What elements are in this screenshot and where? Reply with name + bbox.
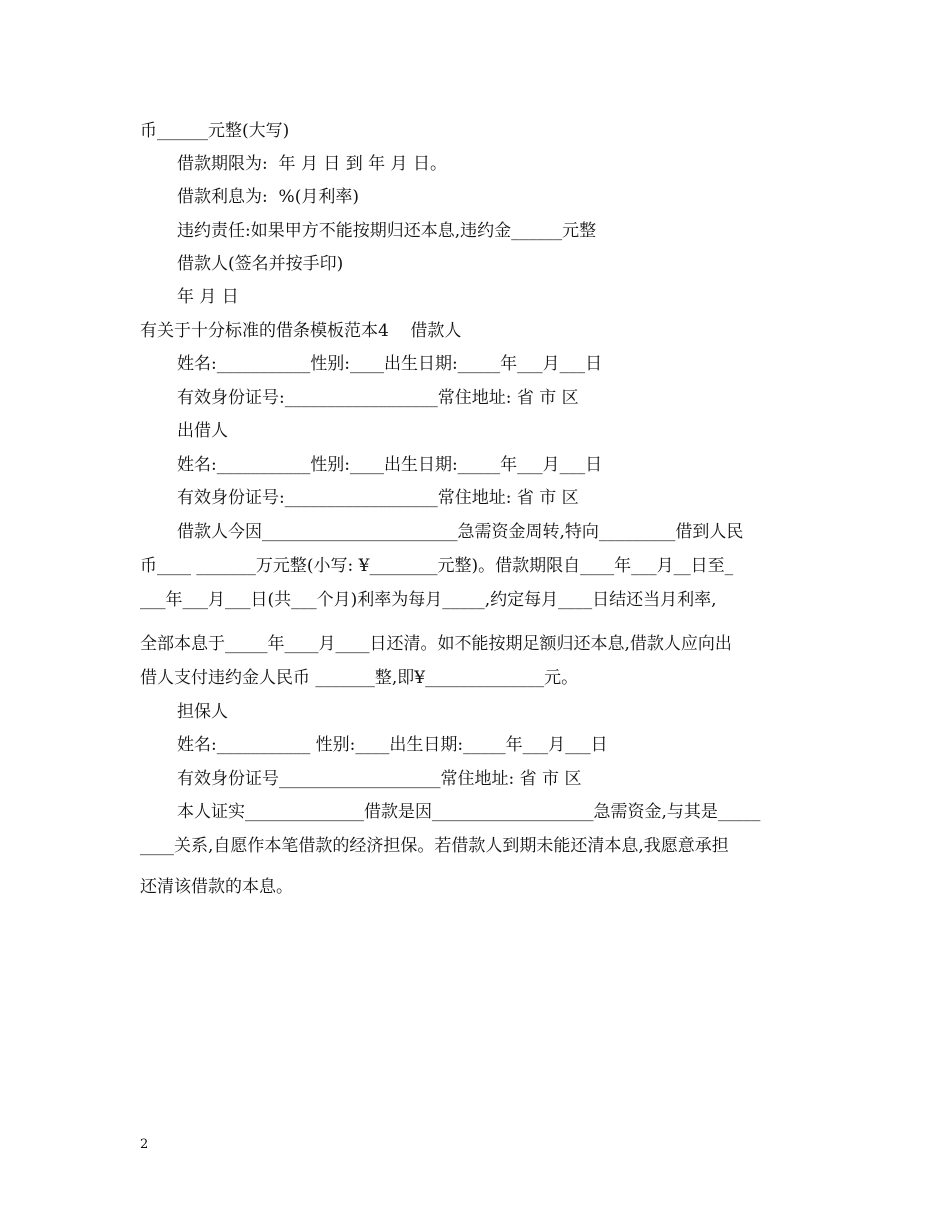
text-line: 违约责任:如果甲方不能按期归还本息,违约金______元整 bbox=[177, 221, 597, 241]
text-line: 姓名:___________性别:____出生日期:_____年___月___日 bbox=[177, 455, 603, 475]
text-line: 年 月 日 bbox=[177, 287, 239, 307]
text-line: 担保人 bbox=[177, 702, 228, 722]
text-line: 姓名:___________性别:____出生日期:_____年___月___日 bbox=[177, 354, 603, 374]
text-line: 币______元整(大写) bbox=[140, 121, 290, 141]
text-line: 出借人 bbox=[177, 421, 228, 441]
text-line: 姓名:___________ 性别:____出生日期:_____年___月___日 bbox=[177, 735, 608, 755]
text-line: 还清该借款的本息。 bbox=[140, 877, 293, 897]
text-line: 有效身份证号:__________________常住地址: 省 市 区 bbox=[177, 388, 579, 408]
text-line: 借人支付违约金人民币 _______整,即¥______________元。 bbox=[140, 668, 579, 688]
text-line: 有效身份证号___________________常住地址: 省 市 区 bbox=[177, 769, 582, 789]
section-heading: 有关于十分标准的借条模板范本4 借款人 bbox=[140, 321, 462, 341]
text-line: 借款利息为: %(月利率) bbox=[177, 187, 359, 207]
text-line: ____关系,自愿作本笔借款的经济担保。若借款人到期未能还清本息,我愿意承担 bbox=[140, 836, 729, 856]
text-line: 借款期限为: 年 月 日 到 年 月 日。 bbox=[177, 154, 447, 174]
text-line: 有效身份证号:__________________常住地址: 省 市 区 bbox=[177, 488, 579, 508]
text-line: 借款人(签名并按手印) bbox=[177, 254, 344, 274]
page-number: 2 bbox=[140, 1137, 149, 1152]
text-line: 币____ _______万元整(小写: ¥________元整)。借款期限自____年___月__日至_ bbox=[140, 556, 734, 576]
text-line: ___年___月___日(共___个月)利率为每月_____,约定每月____日结还当月利率, bbox=[140, 590, 717, 610]
text-line: 本人证实______________借款是因___________________急需资金,与其是_____ bbox=[177, 802, 761, 822]
text-line: 全部本息于_____年____月____日还清。如不能按期足额归还本息,借款人应向出 bbox=[140, 634, 732, 654]
text-line: 借款人今因_______________________急需资金周转,特向_________借到人民 bbox=[177, 522, 744, 542]
